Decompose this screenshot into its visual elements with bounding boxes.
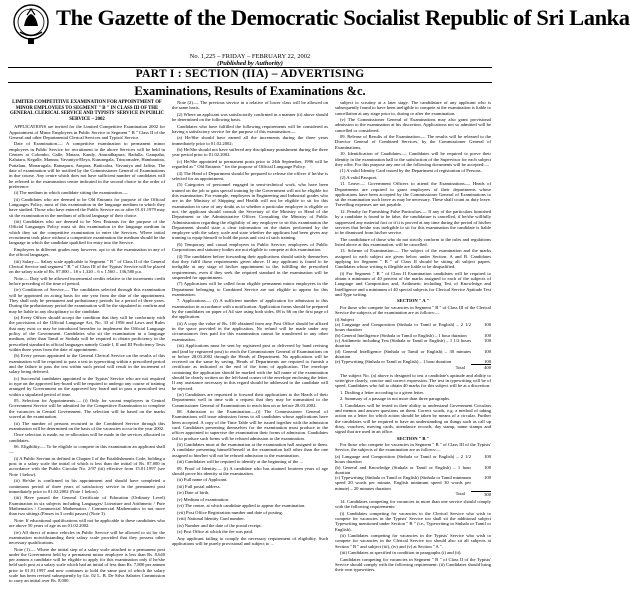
paragraph: (7) Applications will be called from eligible permanent minor employees in the Department belonging to Combined Service are not eligible to appear for this examination. (172, 281, 328, 297)
list-item: (i) Candidates competing for vacancies to the Clerical Service who wish to compete for vacancies in the Typists' Service too shall sit the additional subject Typewriting mentioned under Section " B " (i.e., Typewriting in Sinhala or Tamil or English). (335, 510, 491, 532)
subject-label: (a) Language and Composition (Sinhala or Tamil or English) – 2 1/2 hours duration (335, 453, 471, 465)
list-item: (iv) Date of birth. (177, 490, 210, 496)
paragraph: (iii) Candidates will be required to identify at the beginning of the ... (177, 459, 303, 465)
paragraph: (i) A Public Servant as defined in Chapter I of the Establishments Code; holding a post in a salary scale the initial of which is less than the initial of Rs. 87,000 in accordance with the Public Circular No. 2/97 (iii) effective from 15.01.1997 (see Note 1 below). (9, 455, 165, 477)
paragraph: (iii) Have passed the General Certificate of Education (Ordinary Level) Examination in six subjects including Languages/ Literature and Arithmetic / Pure Mathematics / Commercial Mathematics / Commercial Mathematics in not more than two sittings (Passes in 3 credit passes) (Note 3). (9, 495, 165, 517)
list-item: (v) Medium of examination. (177, 496, 230, 502)
paragraph: 13. Scheme of Examination.— The subject of the examination and the marks assigned to each subject are given below under Section. A and B. Candidates applying for Segment " B " of Class II should be sitting all subject papers. Candidates whose writing is illegible are liable to be disqualified. (335, 248, 491, 270)
paragraph: (i) For Segment " B " of Class II Examination candidates will be required to obtain a minimum of 40 percent of the marks assigned to each of the subjects of Language and Composition and, Arithmetic including Test of Knowledge and Intelligence and a minimum of 40 special subjects for Clerical Service Aptitude Test and Type writing. (335, 270, 491, 297)
list-item: 2. Summary of a passage in not more than three paragraphs. (340, 396, 451, 402)
section-heading: Examinations, Results of Examinations &c. (134, 84, 366, 98)
paragraph: 05. Selection for Appointments.— (i) Only for vacant employees in Central Government Service will be admitted for the Competitive Examination to complete the vacancies in Central Government. The selection will be based on the marks scored at the examination. (9, 398, 165, 420)
subject-marks: 100 (484, 453, 491, 459)
paragraph: 09. Proof of Identity.— (i) A candidate who has attained fourteen years of age should prove his identity at the examination. (172, 465, 328, 476)
paragraph: 12. Penalty for Furnishing False Particulars.— If any of the particulars furnished by a candidate is found to be false, the candidature is cancelled, if he/she willfully suppressed any material fact or if it is proved at any time during the period of his/her services that he/she was ineligible to sit for this examination the candidate is liable to be dismissed from his/her service. (335, 208, 491, 236)
paragraph: 7. Applications.— (i) A sufficient number of application for admission to this examination in accordance with a notification. Application forms should be prepared by the candidates on paper of A4 size using both sides. 08 is 66 on the first page of the application. (172, 298, 328, 320)
paragraph: (iv) Conditions of Service.— The candidates selected through this examination will be appointed on acting basis for one year from the date of the appointment. They shall only be permanent and probationary periods for a period of three years. During the probationary period the examination will be the stipulated to confirm and may be liable to any disciplinary to the candidate. (9, 287, 165, 314)
published-line: (Published by Authority) (217, 60, 283, 67)
paragraph: Note: If educational qualifications will not be applicable to these candidates who are above 50 years of age as on 01.02.2002. (9, 517, 165, 529)
subject-marks: 100 (484, 359, 491, 365)
paragraph: 11. Leave.— Government Officers to attend the Examinations.— Heads of Departments are required to grant employees of their departments whose applications have been accepted by the Commissioner General of Examinations to sit the examination such leave as may be necessary. These shall count as duty leave. Travelling expenses are not payable. (335, 181, 491, 208)
table-row (335, 338, 491, 349)
total-marks: 400 (471, 365, 491, 371)
column-3 (335, 100, 491, 594)
table-row (335, 465, 491, 476)
list-item: (ii) Full name of Applicant. (177, 477, 228, 483)
paragraph: (ii) Candidates who are deemed to be Old Entrants for purpose of the Official Languages Policy, most of this examination in the language medium in which they have studied. Those who have entered the Public Service on or after 01.01.1979 may sit the examination in the medium of official language of their choice. (9, 196, 165, 218)
paragraph: 09. Release of Results of the Examination.— The results will be released to the Director General of Combined Services, by the Commissioner General of Examinations. (335, 134, 491, 150)
total-label: Total (455, 491, 465, 497)
paragraph: (i) The medium in which candidate sitting the examination.— (14, 190, 128, 196)
paragraph: (a) He/She should have earned all the increments during the three years immediately prior to 01.02.2002; (172, 135, 328, 146)
subject-marks: 100 (484, 348, 491, 354)
list-item: (ix) Number and the date of the postal receipt. (177, 522, 262, 528)
paragraph: (iii) Applications must be sent by registered post or delivered by hand revising and (and by registered post) to reach the Commissioner General of Examinations on or before 28.03.2002 through the Heads of Department. No applications will be received on the same by saving. Heads of Departments are required to furnish a certificate as indicated at the end of the form of application. The envelope containing the application should be marked with the full name of the examination should be clearly written on the left-hand corner of the envelope enclosing the letter. If any assistance necessary in this regard should be addressed to the candidate will be rejected. (172, 343, 328, 391)
section-b-marks-table (335, 454, 491, 497)
table-row (335, 349, 491, 360)
subject-label: (i) Subject (335, 316, 355, 322)
paragraph: (6) Temporary and casual employees in Public Service; employees of Public Corporations and statutory bodies are not eligible to compete at this examination. (172, 241, 328, 253)
paragraph: For those who compete for vacancies in Segment " B " of Class III of the Clerical Service the subjects of the examination are as follows:— (335, 304, 491, 316)
list-item: (1) A valid Identity Card issued by the Department of registration of Persons. (340, 168, 482, 174)
paragraph: APPLICATIONS are invited for the Limited Competitive Examination 2002 for Appointment of Minor Employees in Public Service to Segment " B " Class II of the General and other Departmental Clerical Services and Typists' Service. (9, 124, 165, 140)
paragraph: (b) He/She should not have suffered any disciplinary punishment during the three year period prior to 01.02.2002. (172, 147, 328, 158)
subject-marks: 100 (484, 332, 491, 338)
notice-heading: LIMITED COMPETITIVE EXAMINATION FOR APPOINTMENT OF MINOR EMPLOYEES TO SEGMENT " B " IN CLASS III OF THE GENERAL CLERICAL SERVICE AND TYPISTS' SERVICE IN PUBLIC SERVICE – 2002 (9, 100, 165, 122)
total-row (335, 365, 491, 371)
list-item: (ii) Candidates competing for vacancies in the Typists' Service who wish to compete for vacancies in the Clerical Service too should also sit all subjects at Section " B " and subject (iii), (iv) and (v) at Section " A ". (335, 533, 491, 549)
subject-label: (c) Arithmetic including Test (Sinhala or Tamil or English) – 1 1/2 hours duration (335, 337, 471, 349)
subject-label: (b) General Intelligence (Sinhala or Tamil or English) – 1 hour duration (335, 332, 467, 338)
paragraph: (a) Every Officer should accept the condition that they will be conformity with the provisions of the Official Language Act, No. 33 of 1956 and Laws and Rules that may exist or may be introduced hereafter to implement the Official Language policy of the Government. Candidates who sit the examination in a language medium, other than Tamil or Sinhala will be required to obtain proficiency in the prescribed standard in official languages namely Grade I, II and III Proficiency Tests within three years from the date of appointment. (9, 315, 165, 352)
list-item: (iii) Full postal address. (177, 483, 221, 489)
paragraph: (4) The candidates before forwarding their applications should satisfy themselves that they fulfil those requirements given above. If any applicant is found to be ineligible at any stage of his/her appointment to the, fulfilling the prescribed requirements, even if they seek the required standard in the examination will be suspended for appointment. (172, 253, 328, 280)
paragraph: subject to scrutiny at a later stage. The candidature of any applicant who is subsequently found to have been ineligible to compete at the examination is liable to cancellation at any stage prior to, during or after the examination. (335, 100, 491, 116)
list-item: 3. Candidates will be tested in their ability to understand Government Circulars and memos and answer questions on them. Correct words, e.g. a method of taking action on a letter for which action should be taken by means of a circular. Further the candidates will be required to have an understanding on things such as call up diary, vouchers, moving cards, attendance records, day stamp, name stamps and signal that are used in an office. (335, 402, 491, 435)
paragraph: (c) He/She appointed to permanent posts prior to 24th September, 1996 will be regarded as " Old Entrants " for the purpose of Official Language Policy. (172, 158, 328, 170)
paragraph: The candidature of those who do not strictly conform to the rules and regulations listed above at this examination, will be cancelled. (335, 236, 491, 247)
total-row (335, 491, 491, 497)
paragraph: Any applicant failing to comply the necessary requirement of eligibility. Such applications will be purely provisional and subject to ... (172, 535, 328, 547)
paragraph: (c) Successful candidates appointed to the Typists' Service who are not required to type on the approved key-board will be required to undergo any course of training arranged by Government on the approved key board and to pass a prescribed test within a stipulated period of time. (9, 375, 165, 397)
paragraph: (ii) A copy the value of Rs. 100 obtained from any Post Office should be affixed in the space provided in the application. No refund will be made under any circumstances fees paid for this examination cannot be transferred to any other examination. (172, 320, 328, 342)
gazette-title: The Gazette of the Democratic Socialist Republic of Sri Lanka (56, 5, 630, 30)
paragraph: Candidates who have fulfilled the following requirements will be considered as having a satisfactory service for the purpose of this examination:— (172, 123, 328, 134)
paragraph: Note (2).— The previous service in a relative of lower class will be allowed on the same basis. (172, 100, 328, 111)
paragraph: (v) The Commissioner General of Examinations may also grant provisional admission to the examination at his discretion. Applications not so admitted will be cancelled or considered. (335, 117, 491, 133)
paragraph: 10. Identification of Candidates.— Candidates will be required to prove their identity in the examination hall to the satisfaction of the Supervisor for each subject they offer. For this purpose any one of the following documents will be accepted:— (335, 151, 491, 167)
section-a-title: SECTION " A " (396, 298, 430, 304)
paragraph: (b) Every person appointed to the General Clerical Service on the results of this examination will be required to pass a test in typewriting within a prescribed period and the failure to pass the test within such period will result in the increment of salary being deferred. (9, 353, 165, 375)
table-row (335, 454, 491, 465)
paragraph: (2) Where an applicant was satisfactorily confirmed in a manner (ii) above should be determined on the following basis. (172, 111, 328, 123)
section-a-marks-table (335, 317, 491, 371)
paragraph: Candidates competing for vacancies in Segment " B " of Class II of the Typists' Service should comply with the following requirement: (ii) Candidates should bring their own typewriters. (335, 556, 491, 573)
total-marks: 300 (471, 491, 491, 497)
column-2 (172, 100, 328, 594)
list-item: 1. Drafting a letter according to a given letter. (340, 389, 424, 395)
national-emblem-icon (12, 2, 50, 46)
paragraph: (iii) Salary.— Salary scale applicable to Segment " B " of Class II of the General Clerical Service and segment " B " of Class III of the Typists' Service will be placed on the salary scale of Rs. 87,000 – 18 x 1,320 – 6 x 1,560 – 136,580 p.a. (9, 258, 165, 275)
subject-label: (c) Typewriting (Sinhala or Tamil or English) (Sinhala or Tamil minimum speed 20 words per minute, English minimum speed 30 words per minute) – 20 minutes duration (335, 475, 471, 491)
paragraph: Date of Examination.— A competitive examination to permanent minor employees in Public Service for recruitment to the above Services will be held in Centres at Colombo, Galle, Matara, Kandy, Anuradhapura, Badulla, Gampaha, Kalutara, Kegalle, Mannar, Vavuniya-Eleya, Kurunegala, Trincomalee, Hambantota, Puttalam, Monaragala, Ratnapura, Ampara, Batticaloa, Vavuniya and Jaffna. The date of examination will be notified by the Commissioner General of Examinations in due course. Any centre which does not have sufficient number of candidates will be referred to the examination centre indicated in the second choice in the order of preference. (9, 141, 165, 189)
subject-marks: 100 (484, 475, 491, 481)
list-item: (x) Post Office at which the fee was paid. (177, 529, 254, 535)
paragraph: Note (1).— Where the initial step of a salary scale attached to a permanent post under the Government held by a permanent minor employee is less than Rs. 8,640 per annum a candidate will be eligible to apply for this examination only if he/she held such post at a salary scale which had an initial of less than Rs. 7,800 per annum prior to 01.01.1997 and now continues to hold the same post of which the salary scale has been revised subsequently by Ltr. 02 L. B. De Silva Salaries Commission to carry an initial over Rs. 8,000. (9, 546, 165, 584)
paragraph: (iv) All direct of minor vehicles in Public Service will be allowed to sit for the examination notwithstanding their salary scale provided that they possess other necessary qualifications. (9, 529, 165, 546)
paragraph: Note.— Duty will be allowed incremental credits relative to the increments credit before preceding of the time of period. (9, 275, 165, 286)
list-item: (2) A valid Passport. (340, 174, 378, 180)
section-b-title: SECTION " B " (396, 435, 430, 441)
paragraph: 08. Admission to the Examination.—(i) The Commissioner General of Examinations will issue admission forms to all candidates whose applications have been accepted. A copy of the Time Table will be issued together with the admission card. Candidates presenting themselves for the examination must produce to the officer appointed to supervise the examination their forms of admission. Candidates fail to produce such forms will be refused admission to the examination. (172, 409, 328, 441)
subject-marks: 100 (484, 464, 491, 470)
list-item: (iii) Candidates as specified in condition in paragraphs (i) and (ii). (340, 550, 462, 556)
paragraph: 14. Candidates competing for vacancies in more than one service should comply with the following requirements: (335, 498, 491, 510)
issue-line: No. 1,225 – FRIDAY – FEBRUARY 22, 2002 (189, 53, 311, 60)
paragraph: 06. Eligibility.— To be eligible to compete in this examination an applicant shall— (9, 444, 165, 455)
subject-marks: 100 (484, 322, 491, 328)
paragraph: For those who compete for vacancies in Segment " B " of Class III of the Typists' Service, the subjects of the examination are as follows:— (335, 442, 491, 453)
paragraph: Employees in different grades may however, opt to sit the examination in any of the official languages. (9, 246, 165, 258)
subject-label: (b) General and Knowledge (Sinhala or Tamil or English) – 1 hour duration (335, 464, 471, 475)
column-1 (9, 100, 165, 594)
part-heading: PART I : SECTION (IIA) – ADVERTISING (135, 68, 365, 80)
list-item: (viii) National Identity Card number. (177, 516, 245, 522)
subject-label: (e) Typewriting (Sinhala or Tamil or English) – 1 hour duration (335, 359, 452, 365)
table-row (335, 475, 491, 491)
list-item: (vii) Post Office Registration number and date of posting. (177, 509, 283, 515)
list-item: (vi) The centre, at which candidate applied to appear the examination. (177, 503, 306, 509)
subject-marks: 100 (484, 337, 491, 343)
paragraph: (ii) Candidates must at the examination at the examination hall assigned to them. A candidate presenting himself/herself at the examination hall other than the one assigned to him/her will not be refused admission to the examination. (172, 442, 328, 458)
table-row (335, 322, 491, 333)
total-label: Total (455, 364, 465, 370)
paragraph: (4) The Head of Department should be prepared to release the officer if he/she is selected for an appointment. (172, 170, 328, 181)
paragraph: (ii) He/she is confirmed in his appointment and should have completed a continuous period of three years of satisfactory service in the permanent post immediately prior to 01.02.2002 (Note 1 below). (9, 478, 165, 494)
divider-middle (8, 82, 492, 83)
paragraph: The subject No. (a) above is designed to test a candidate's aptitude and ability to write/give clearly, concise and correct expression. The test in typewriting will be of speed. Candidates who fail to obtain 40 marks for this subject will be at a discretion. (335, 372, 491, 389)
paragraph: Once selection is made, no re-allocation will be made in the services allocated to candidates. (9, 432, 165, 443)
paragraph: (ii) The number of persons recruited to the Combined Service through this examination will be determined on the basis of the vacancies occur in the year 2002. (9, 420, 165, 431)
paragraph: (iv) Candidates are requested to forward their applications to the Heads of their Departments well in time with a request that they may be transmitted to the Commissioner General of Examinations to reach him on or before 28.03.2002. (172, 392, 328, 408)
subject-label: (a) Language and Composition (Sinhala or Tamil or English) – 2 1/2 hours duration (335, 322, 471, 333)
subject-label: (d) General Intelligence (Sinhala or Tamil or English) – 30 minutes duration (335, 348, 471, 359)
paragraph: (5) Categories of personnel engaged in semi-technical work, who have been trained on the job or gain special training by the Government will not be eligible for this examination. For example, employees in Engineering and Industrial grades who are in the Ministry of Shipping and Health will not be eligible to sit for this examination in case of any doubt as to whether a particular employee is eligible or not, the applicant should consult the Secretary of the Ministry or Head of the Department or the Administrative Officer. Consulting the Ministry of Public Administration regarding the eligibility of any employee to sit this examination the Department should state a clear information on the duties performed by the employee with the salary scale and state whether the applicant had been given any training to equip himself to hold the posts and cost of such training. (172, 182, 328, 241)
paragraph: (iii) Candidates who are deemed to be New Entrants for the purpose of the Official Languages Policy must sit this examination in the language medium in which they sat the competitive examination to enter the Services. Where initial recruitment took place without a competitive examination the medium should be the language in which the candidate qualified for entry into the Service. (9, 219, 165, 246)
masthead (0, 0, 630, 50)
